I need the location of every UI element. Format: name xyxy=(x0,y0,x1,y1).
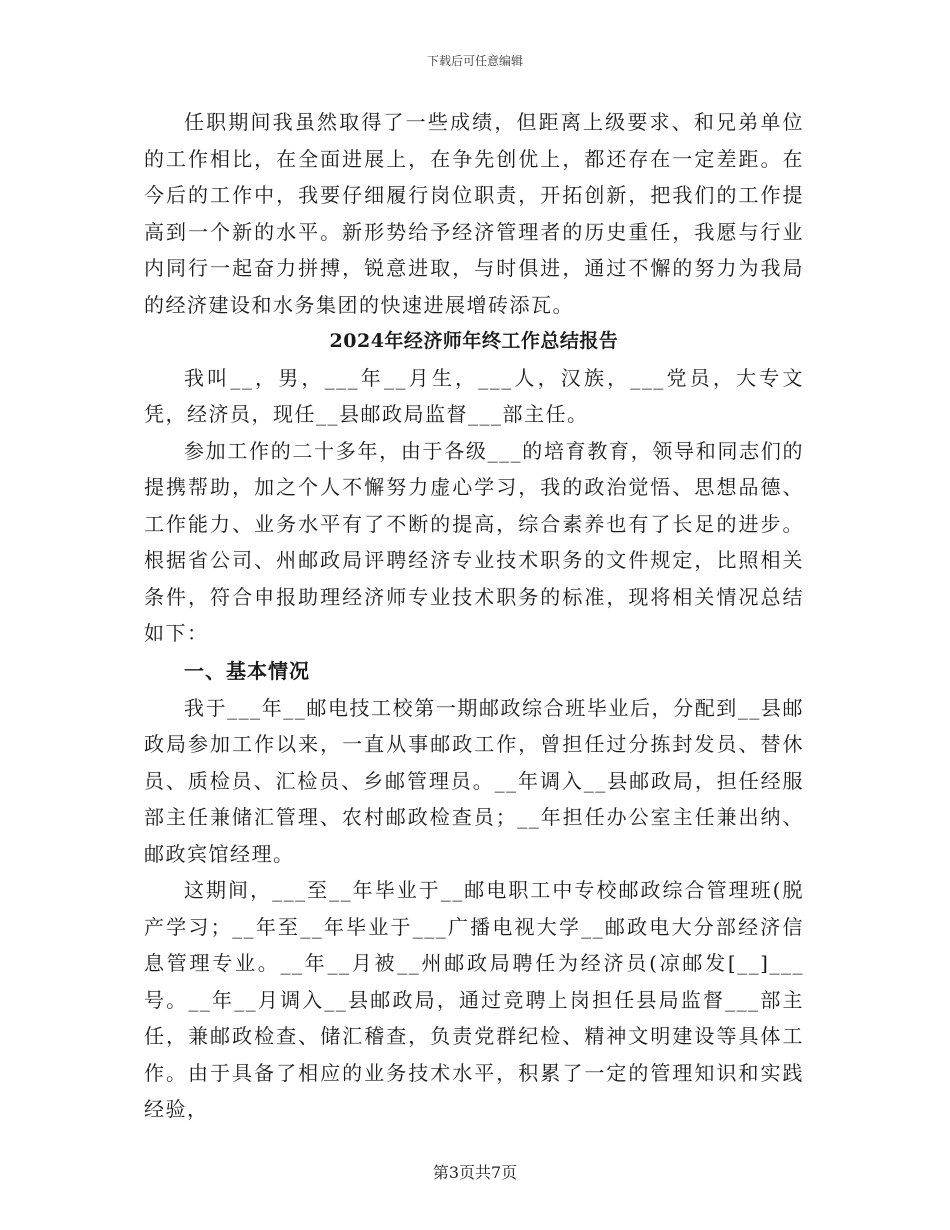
paragraph-work-years: 参加工作的二十多年，由于各级___的培育教育，领导和同志们的提携帮助，加之个人不懈努力虚心学习，我的政治觉悟、思想品德、工作能力、业务水平有了不断的提高，综合素养也有了长足的进步。根据省公司、州邮政局评聘经济专业技术职务的文件规定，比照相关条件，符合申报助理经济师专业技术职务的标准，现将相关情况总结如下： xyxy=(144,438,804,645)
paragraph-education: 这期间，___至__年毕业于__邮电职工中专校邮政综合管理班(脱产学习；__年至__年毕业于___广播电视大学__邮政电大分部经济信息管理专业。__年__月被__州邮政局聘任为经济员(凉邮发[__]___号。__年__月调入__县邮政局，通过竞聘上岗担任县局监督___部主任，兼邮政检查、储汇稽查，负责党群纪检、精神文明建设等具体工作。由于具备了相应的业务技术水平，积累了一定的管理知识和实践经验， xyxy=(144,878,804,1121)
document-body xyxy=(144,104,804,1128)
report-title: 2024年经济师年终工作总结报告 xyxy=(329,330,619,352)
paragraph-achievements: 任职期间我虽然取得了一些成绩，但距离上级要求、和兄弟单位的工作相比，在全面进展上，在争先创优上，都还存在一定差距。在今后的工作中，我要仔细履行岗位职责，开拓创新，把我们的工作提高到一个新的水平。新形势给予经济管理者的历史重任，我愿与行业内同行一起奋力拼搏，锐意进取，与时俱进，通过不懈的努力为我局的经济建设和水务集团的快速进展增砖添瓦。 xyxy=(144,110,804,317)
page-header: 下载后可任意编辑 xyxy=(426,54,523,68)
page-number: 第3页共7页 xyxy=(432,1163,518,1182)
paragraph-personal-info: 我叫__，男，___年__月生，___人，汉族，___党员，大专文凭，经济员，现任__县邮政局监督___部主任。 xyxy=(144,365,804,426)
section-heading-basic-info: 一、基本情况 xyxy=(184,658,310,683)
paragraph-work-history: 我于___年__邮电技工校第一期邮政综合班毕业后，分配到__县邮政局参加工作以来，一直从事邮政工作，曾担任过分拣封发员、替休员、质检员、汇检员、乡邮管理员。__年调入__县邮政局，担任经服部主任兼储汇管理、农村邮政检查员；__年担任办公室主任兼出纳、邮政宾馆经理。 xyxy=(144,695,804,866)
